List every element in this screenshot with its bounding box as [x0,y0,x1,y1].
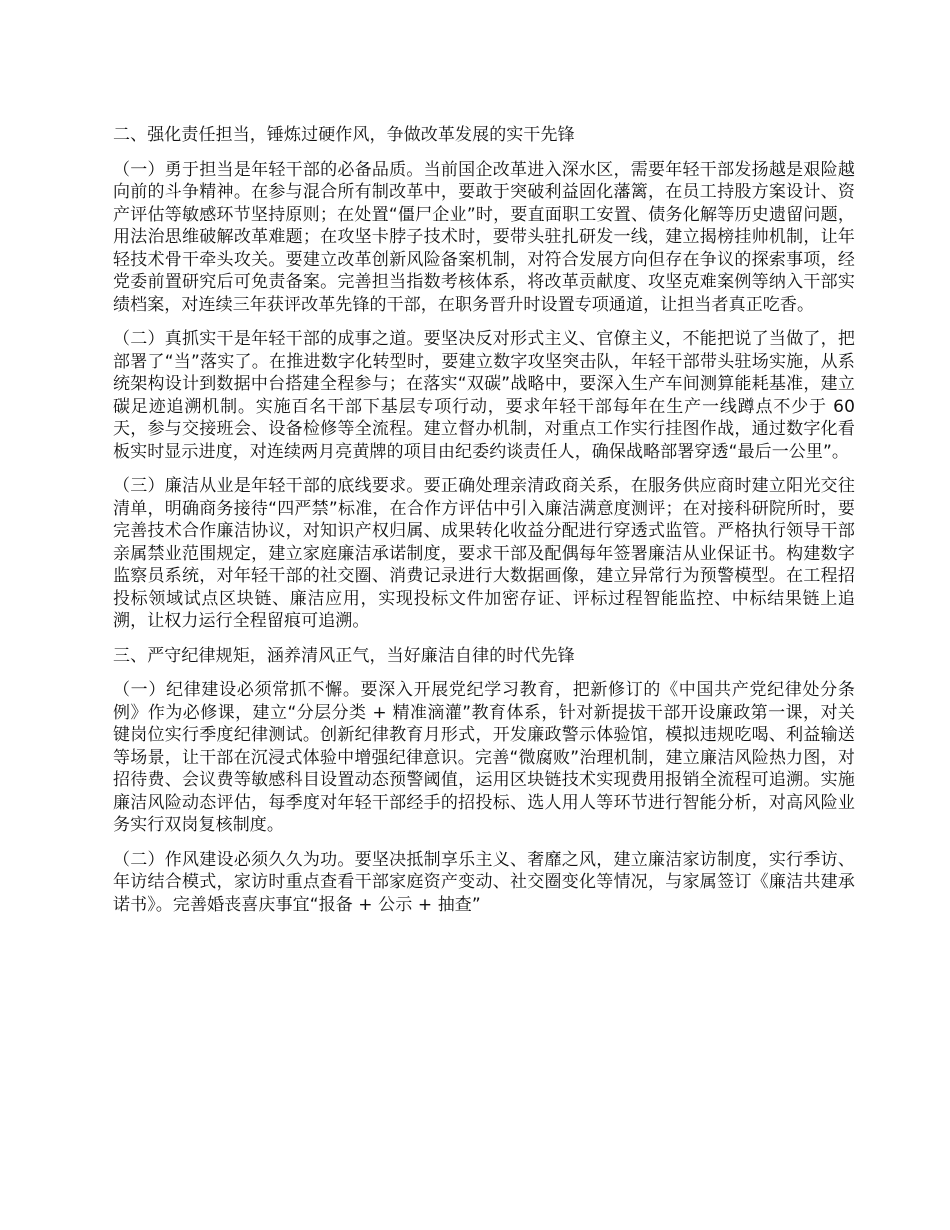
document-body [113,124,855,928]
section-heading-two: 二、强化责任担当，锤炼过硬作风，争做改革发展的实干先锋 [113,125,575,145]
paragraph-discipline: （一）纪律建设必须常抓不懈。要深入开展党纪学习教育，把新修订的《中国共产党纪律处分条例》作为必修课，建立“分层分类 + 精准滴灌”教育体系，针对新提拔干部开设廉政第一课，对关键岗位实行季度纪律测试。创新纪律教育月形式，开发廉政警示体验馆，模拟违规吃喝、利益输送等场景，让干部在沉浸式体验中增强纪律意识。完善“微腐败”治理机制，建立廉洁风险热力图，对招待费、会议费等敏感科目设置动态预警阈值，运用区块链技术实现费用报销全流程可追溯。实施廉洁风险动态评估，每季度对年轻干部经手的招投标、选人用人等环节进行智能分析，对高风险业务实行双岗复核制度。 [113,680,855,835]
section-heading-three: 三、严守纪律规矩，涵养清风正气，当好廉洁自律的时代先锋 [113,645,575,666]
paragraph-style-building: （二）作风建设必须久久为功。要坚决抵制享乐主义、奢靡之风，建立廉洁家访制度，实行季访、年访结合模式，家访时重点查看干部家庭资产变动、社交圈变化等情况，与家属签订《廉洁共建承诺书》。完善婚丧喜庆事宜“报备 + 公示 + 抽查” [113,849,855,915]
paragraph-practical-work: （二）真抓实干是年轻干部的成事之道。要坚决反对形式主义、官僚主义，不能把说了当做了，把部署了“当”落实了。在推进数字化转型时，要建立数字攻坚突击队，年轻干部带头驻场实施，从系统架构设计到数据中台搭建全程参与；在落实“双碳”战略中，要深入生产车间测算能耗基准，建立碳足迹追溯机制。实施百名干部下基层专项行动，要求年轻干部每年在生产一线蹲点不少于 60 天，参与交接班会、设备检修等全流程。建立督办机制，对重点工作实行挂图作战，通过数字化看板实时显示进度，对连续两月亮黄牌的项目由纪委约谈责任人，确保战略部署穿透“最后一公里”。 [113,329,855,462]
paragraph-responsibility: （一）勇于担当是年轻干部的必备品质。当前国企改革进入深水区，需要年轻干部发扬越是艰险越向前的斗争精神。在参与混合所有制改革中，要敢于突破利益固化藩篱，在员工持股方案设计、资产评估等敏感环节坚持原则；在处置“僵尸企业”时，要直面职工安置、债务化解等历史遗留问题，用法治思维破解改革难题；在攻坚卡脖子技术时，要带头驻扎研发一线，建立揭榜挂帅机制，让年轻技术骨干牵头攻关。要建立改革创新风险备案机制，对符合发展方向但存在争议的探索事项，经党委前置研究后可免责备案。完善担当指数考核体系，将改革贡献度、攻坚克难案例等纳入干部实绩档案，对连续三年获评改革先锋的干部，在职务晋升时设置专项通道，让担当者真正吃香。 [113,159,855,315]
paragraph-integrity: （三）廉洁从业是年轻干部的底线要求。要正确处理亲清政商关系，在服务供应商时建立阳光交往清单，明确商务接待“四严禁”标准，在合作方评估中引入廉洁满意度测评；在对接科研院所时，要完善技术合作廉洁协议，对知识产权归属、成果转化收益分配进行穿透式监管。严格执行领导干部亲属禁业范围规定，建立家庭廉洁承诺制度，要求干部及配偶每年签署廉洁从业保证书。构建数字监察员系统，对年轻干部的社交圈、消费记录进行大数据画像，建立异常行为预警模型。在工程招投标领域试点区块链、廉洁应用，实现投标文件加密存证、评标过程智能监控、中标结果链上追溯，让权力运行全程留痕可追溯。 [113,476,855,631]
